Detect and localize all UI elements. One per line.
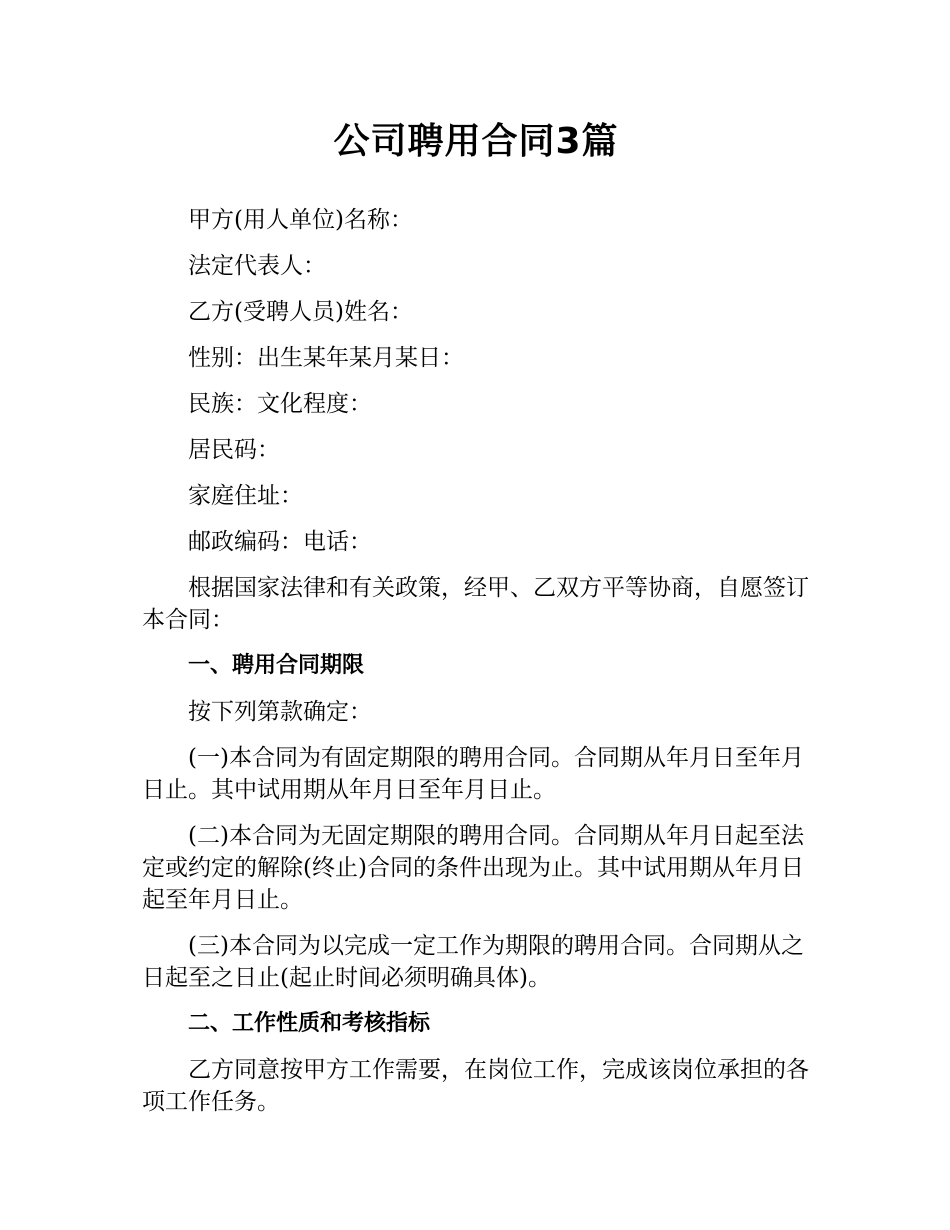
intro-paragraph: 根据国家法律和有关政策，经甲、乙双方平等协商，自愿签订本合同：	[142, 575, 809, 633]
field-employer-name: 甲方(用人单位)名称：	[188, 207, 413, 233]
section-lead: 按下列第款确定：	[188, 699, 372, 725]
section-heading-job-nature: 二、工作性质和考核指标	[188, 1011, 431, 1036]
field-ethnicity-education: 民族：文化程度：	[188, 391, 372, 417]
field-id-code: 居民码：	[188, 437, 280, 463]
term-option-task-based: (三)本合同为以完成一定工作为期限的聘用合同。合同期从之日起至之日止(起止时间必须明确具体)。	[142, 933, 804, 991]
job-nature-paragraph: 乙方同意按甲方工作需要，在岗位工作，完成该岗位承担的各项工作任务。	[142, 1057, 809, 1115]
term-option-fixed: (一)本合同为有固定期限的聘用合同。合同期从年月日至年月日止。其中试用期从年月日至年月日止。	[142, 745, 804, 803]
document-title: 公司聘用合同3篇	[333, 121, 619, 162]
field-gender-birthdate: 性别：出生某年某月某日：	[188, 345, 464, 371]
term-option-open-ended: (二)本合同为无固定期限的聘用合同。合同期从年月日起至法定或约定的解除(终止)合同的条件出现为止。其中试用期从年月日起至年月日止。	[142, 823, 804, 913]
section-heading-contract-term: 一、聘用合同期限	[188, 653, 365, 678]
field-legal-representative: 法定代表人：	[188, 253, 326, 279]
field-employee-name: 乙方(受聘人员)姓名：	[188, 299, 413, 325]
field-home-address: 家庭住址：	[188, 483, 303, 509]
field-postcode-phone: 邮政编码：电话：	[188, 529, 372, 555]
